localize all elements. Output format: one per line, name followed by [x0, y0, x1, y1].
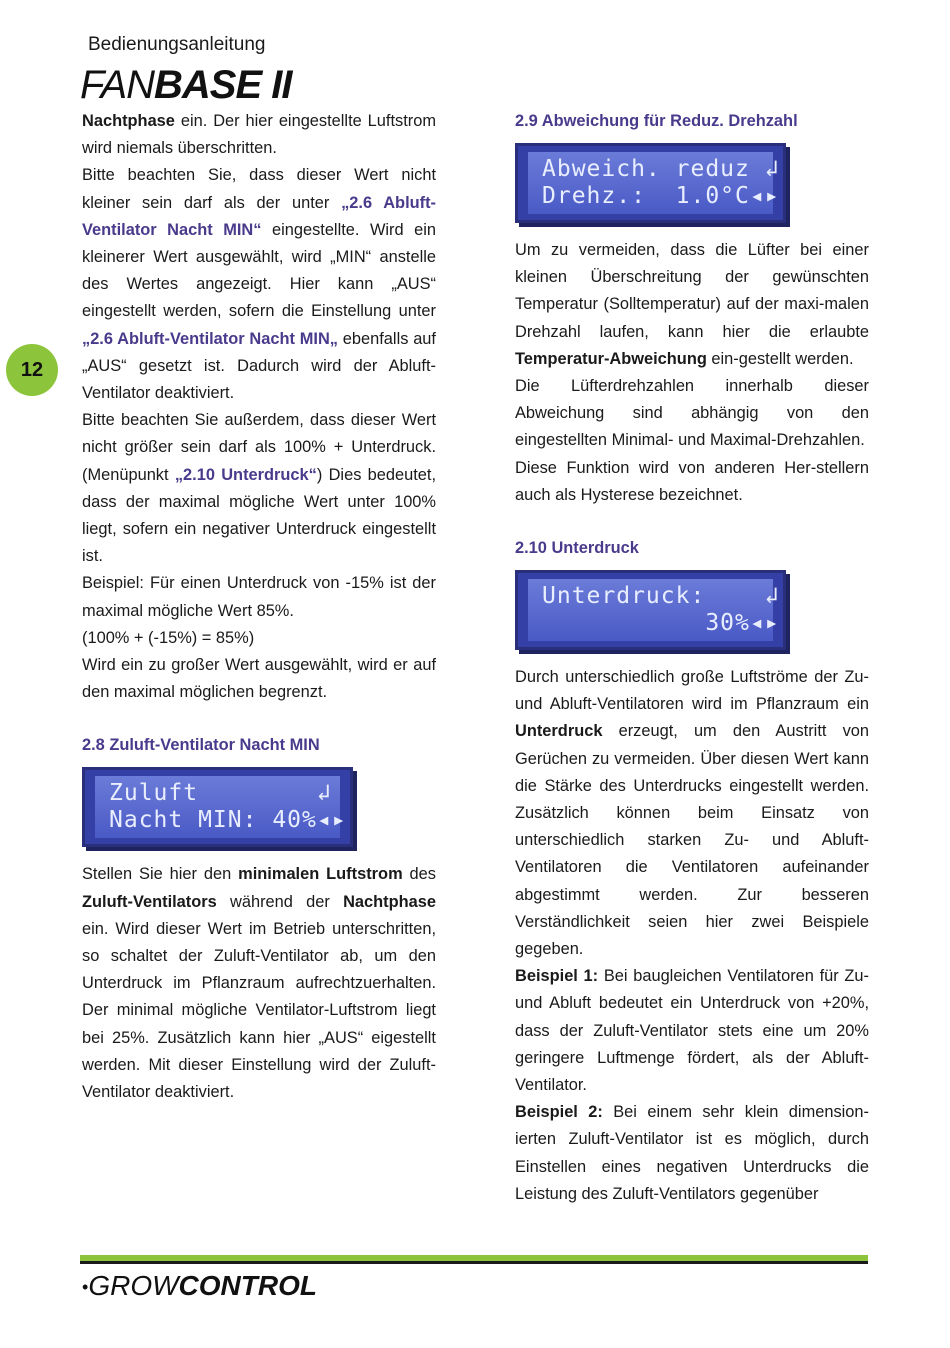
section-title-2-9: 2.9 Abweichung für Reduz. Drehzahl: [515, 112, 798, 130]
lcd-screen: [528, 579, 780, 641]
text: ein. Wird dieser Wert im Betrieb unterschritten, so schaltet der Zuluft-Ventilator ab, um den Unterdruck im Pflanzraum aufrechtzuerhalten. Der minimal mögliche Ventilator-Luftstrom liegt bei 25%. Zusätzlich kann hier „AUS“ eigestellt werden. Mit dieser Einstellung wird der Zuluft-Ventilator deaktiviert.: [82, 919, 436, 1102]
text: ein-gestellt werden.: [706, 349, 854, 368]
emphasis: Beispiel 2:: [515, 1103, 603, 1122]
menu-reference: „2.6 Abluft-Ventilator Nacht MIN“: [82, 193, 437, 239]
paragraph: [515, 1099, 869, 1208]
lcd-line: Unterdruck: ↲: [542, 583, 780, 610]
text: Bei baugleichen Ventilatoren für Zu- und Abluft bedeutet ein Unterdruck von +20%, dass der Zuluft-Ventilator stets eine um 20% geringere Luftmenge fördert, als der Abluft-Ventilator.: [515, 967, 869, 1095]
lcd-display-zuluft: [82, 767, 353, 847]
menu-reference: „2.10 Unterdruck“: [174, 465, 317, 484]
document-header: Bedienungsanleitung: [88, 34, 266, 55]
paragraph: Beispiel: Für einen Unterdruck von -15% ist der maximal mögliche Wert 85%.: [82, 574, 436, 620]
logo-bullet-icon: •: [82, 1277, 89, 1298]
paragraph: Diese Funktion wird von anderen Her-stellern auch als Hysterese bezeichnet.: [515, 458, 869, 504]
section-title-2-8: 2.8 Zuluft-Ventilator Nacht MIN: [82, 736, 320, 755]
text: Um zu vermeiden, dass die Lüfter bei einer kleinen Überschreitung der gewünschten Temperatur (Solltemperatur) auf der maxi-malen Drehzahl laufen, kann hier die erlaubte: [515, 241, 869, 341]
brand-logo: [80, 62, 292, 108]
emphasis: Nachtphase: [82, 112, 175, 130]
menu-reference: „2.6 Abluft-Ventilator Nacht MIN„: [82, 329, 338, 348]
text: Bitte beachten Sie außerdem, dass dieser Wert nicht größer sein darf als 100% + Unterdruck. (Menüpunkt: [82, 411, 436, 484]
emphasis: Unterdruck: [515, 722, 603, 741]
lcd-line: Zuluft ↲: [109, 780, 332, 807]
footer-divider: [80, 1255, 868, 1267]
emphasis: Nachtphase: [343, 892, 436, 911]
logo-thin: GROW: [88, 1270, 179, 1301]
lcd-display-unterdruck: [515, 570, 786, 650]
paragraph: [82, 108, 436, 162]
text: während der: [216, 892, 344, 911]
paragraph: Die Lüfterdrehzahlen innerhalb dieser Abweichung sind abhängig von den eingestellten Minimal- und Maximal-Drehzahlen.: [515, 377, 869, 450]
section-title-2-10: 2.10 Unterdruck: [515, 539, 639, 558]
paragraph: [82, 407, 436, 570]
emphasis: Zuluft-Ventilators: [82, 892, 217, 911]
left-column: [82, 108, 436, 1106]
text: des: [402, 865, 436, 884]
right-column: [515, 108, 869, 1208]
paragraph: [515, 963, 869, 1099]
page-number-badge: 12: [6, 344, 58, 396]
paragraph: [515, 237, 869, 373]
paragraph: (100% + (-15%) = 85%): [82, 628, 255, 647]
lcd-screen: [95, 776, 347, 838]
lcd-display-abweichung: [515, 143, 786, 223]
logo-bold: CONTROL: [178, 1270, 317, 1301]
lcd-line: Nacht MIN: 40%◂▸: [109, 807, 347, 834]
brand-logo-bold: BASE II: [154, 63, 292, 107]
emphasis: minimalen Luftstrom: [238, 865, 403, 884]
lcd-line: Drehz.: 1.0°C◂▸: [542, 183, 780, 209]
paragraph: [82, 861, 436, 1106]
paragraph: [515, 664, 869, 963]
brand-logo-thin: FAN: [80, 63, 155, 107]
lcd-screen: [528, 152, 780, 214]
paragraph: Wird ein zu großer Wert ausgewählt, wird er auf den maximal möglichen begrenzt.: [82, 656, 436, 702]
emphasis: Beispiel 1:: [515, 967, 599, 986]
text: Stellen Sie hier den: [82, 865, 239, 884]
text: Bei einem sehr klein dimension-ierten Zuluft-Ventilator ist es möglich, durch Einstellen eines negativen Unterdrucks die Leistung des Zuluft-Ventilators gegenüber: [515, 1103, 869, 1203]
growcontrol-logo: [82, 1270, 317, 1302]
text: ) Dies bedeutet, dass der maximal mögliche Wert unter 100% liegt, sofern ein negativer Unterdruck eingestellt ist.: [82, 465, 437, 566]
lcd-line: 30%◂▸: [542, 610, 780, 637]
text: Bitte beachten Sie, dass dieser Wert nicht kleiner sein darf als der unter: [82, 166, 436, 212]
footer-black-stripe: [80, 1261, 868, 1264]
text: ein. Der hier eingestellte Luftstrom wird niemals überschritten.: [82, 112, 436, 158]
text: erzeugt, um den Austritt von Gerüchen zu vermeiden. Über diesen Wert kann die Stärke des Unterdrucks eingestellt werden. Zusätzlich können beim Einsatz von unterschiedlich starken Zu- und Abluft-Ventilatoren die Ventilatoren aufeinander abgestimmt werden. Zur besseren Verständlichkeit seien hier zwei Beispiele gegeben.: [515, 722, 869, 959]
text: eingestellte. Wird ein kleinerer Wert ausgewählt, wird „MIN“ anstelle des Wertes angezeigt. Hier kann „AUS“ eingestellt werden, sofern die Einstellung unter: [82, 220, 436, 321]
paragraph: [82, 162, 436, 407]
text: Durch unterschiedlich große Luftströme der Zu- und Abluft-Ventilatoren wird im Pflanzraum ein: [515, 668, 869, 714]
emphasis: Temperatur-Abweichung: [515, 349, 707, 368]
lcd-line: Abweich. reduz ↲: [542, 156, 780, 182]
text: ebenfalls auf „AUS“ gesetzt ist. Dadurch wird der Abluft-Ventilator deaktiviert.: [82, 329, 436, 403]
